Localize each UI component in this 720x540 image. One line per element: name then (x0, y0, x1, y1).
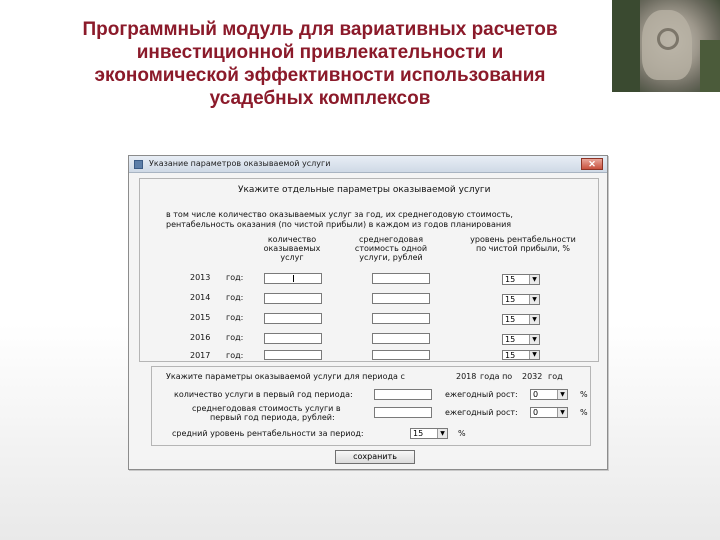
year-suffix: год: (226, 273, 244, 282)
period-cost-label-line1: среднегодовая стоимость услуги в (192, 404, 341, 413)
slide-title (40, 18, 600, 110)
year-suffix: год: (226, 351, 244, 360)
column-header-profit: уровень рентабельности по чистой прибыли, % (470, 235, 576, 253)
save-button[interactable]: сохранить (335, 450, 415, 464)
count-input-2013[interactable] (264, 273, 322, 284)
profit-select-2013[interactable] (502, 274, 540, 285)
profit-value: 15 (505, 275, 516, 284)
profit-value: 15 (505, 315, 516, 324)
percent-sign: % (458, 429, 466, 438)
avg-profit-value: 15 (413, 429, 424, 438)
intro-line-2: рентабельность оказания (по чистой прибыли) в каждом из годов планирования (166, 220, 512, 229)
profit-value: 15 (505, 351, 516, 360)
year-suffix: год: (226, 333, 244, 342)
avg-profit-select[interactable] (410, 428, 448, 439)
avg-profit-label: средний уровень рентабельности за период: (172, 429, 364, 438)
count-input-2017[interactable] (264, 350, 322, 360)
form-heading: Укажите отдельные параметры оказываемой услуги (238, 185, 491, 195)
profit-value: 15 (505, 295, 516, 304)
intro-line-1: в том числе количество оказываемых услуг за год, их среднегодовую стоимость, (166, 210, 513, 219)
count-growth-select[interactable] (530, 389, 568, 400)
column-header-cost: среднегодовая стоимость одной услуги, рублей (354, 235, 428, 262)
period-year-word: год (548, 372, 563, 381)
year-label: 2016 (190, 333, 211, 342)
period-cost-label-line2: первый год периода, рублей: (210, 413, 335, 422)
chevron-down-icon[interactable]: ▼ (437, 429, 447, 438)
chevron-down-icon[interactable]: ▼ (529, 335, 539, 344)
period-to-word: года по (480, 372, 513, 381)
window-titlebar[interactable] (129, 156, 607, 173)
title-line-3: экономической эффективности использования (94, 65, 546, 86)
chevron-down-icon[interactable]: ▼ (557, 408, 567, 417)
year-label: 2013 (190, 273, 211, 282)
title-line-4: усадебных комплексов (209, 88, 431, 109)
close-button[interactable]: ✕ (581, 158, 603, 170)
cost-input-2013[interactable] (372, 273, 430, 284)
chevron-down-icon[interactable]: ▼ (529, 275, 539, 284)
photo-foliage-right (700, 40, 720, 92)
title-line-2: инвестиционной привлекательности и (136, 42, 504, 63)
year-suffix: год: (226, 293, 244, 302)
count-growth-label: ежегодный рост: (445, 390, 518, 399)
year-suffix: год: (226, 313, 244, 322)
cost-input-2016[interactable] (372, 333, 430, 344)
manor-photo (612, 0, 720, 92)
photo-ornament (657, 28, 679, 50)
period-parameters-frame (151, 366, 591, 446)
count-input-2015[interactable] (264, 313, 322, 324)
profit-value: 15 (505, 335, 516, 344)
period-count-input[interactable] (374, 389, 432, 400)
cost-input-2015[interactable] (372, 313, 430, 324)
cost-input-2017[interactable] (372, 350, 430, 360)
parameters-window (128, 155, 608, 470)
cost-growth-label: ежегодный рост: (445, 408, 518, 417)
growth-value: 0 (533, 390, 539, 399)
profit-select-2014[interactable] (502, 294, 540, 305)
growth-value: 0 (533, 408, 539, 417)
yearly-parameters-frame (139, 178, 599, 362)
cost-input-2014[interactable] (372, 293, 430, 304)
year-label: 2017 (190, 351, 211, 360)
chevron-down-icon[interactable]: ▼ (529, 315, 539, 324)
window-title: Указание параметров оказываемой услуги (149, 159, 331, 168)
profit-select-2015[interactable] (502, 314, 540, 325)
period-cost-input[interactable] (374, 407, 432, 418)
chevron-down-icon[interactable]: ▼ (529, 295, 539, 304)
photo-foliage (612, 0, 640, 92)
app-icon (134, 160, 143, 169)
cost-growth-select[interactable] (530, 407, 568, 418)
period-to-year: 2032 (522, 372, 543, 381)
profit-select-2016[interactable] (502, 334, 540, 345)
chevron-down-icon[interactable]: ▼ (557, 390, 567, 399)
period-count-label: количество услуги в первый год периода: (174, 390, 353, 399)
year-label: 2014 (190, 293, 211, 302)
period-label: Укажите параметры оказываемой услуги для периода с (166, 372, 405, 381)
column-header-count: количество оказываемых услуг (263, 235, 321, 262)
percent-sign: % (580, 408, 588, 417)
text-caret (293, 275, 294, 282)
title-line-1: Программный модуль для вариативных расчетов (82, 19, 558, 40)
period-from-year: 2018 (456, 372, 477, 381)
count-input-2016[interactable] (264, 333, 322, 344)
profit-select-2017[interactable] (502, 350, 540, 360)
year-label: 2015 (190, 313, 211, 322)
chevron-down-icon[interactable]: ▼ (529, 351, 539, 359)
percent-sign: % (580, 390, 588, 399)
count-input-2014[interactable] (264, 293, 322, 304)
